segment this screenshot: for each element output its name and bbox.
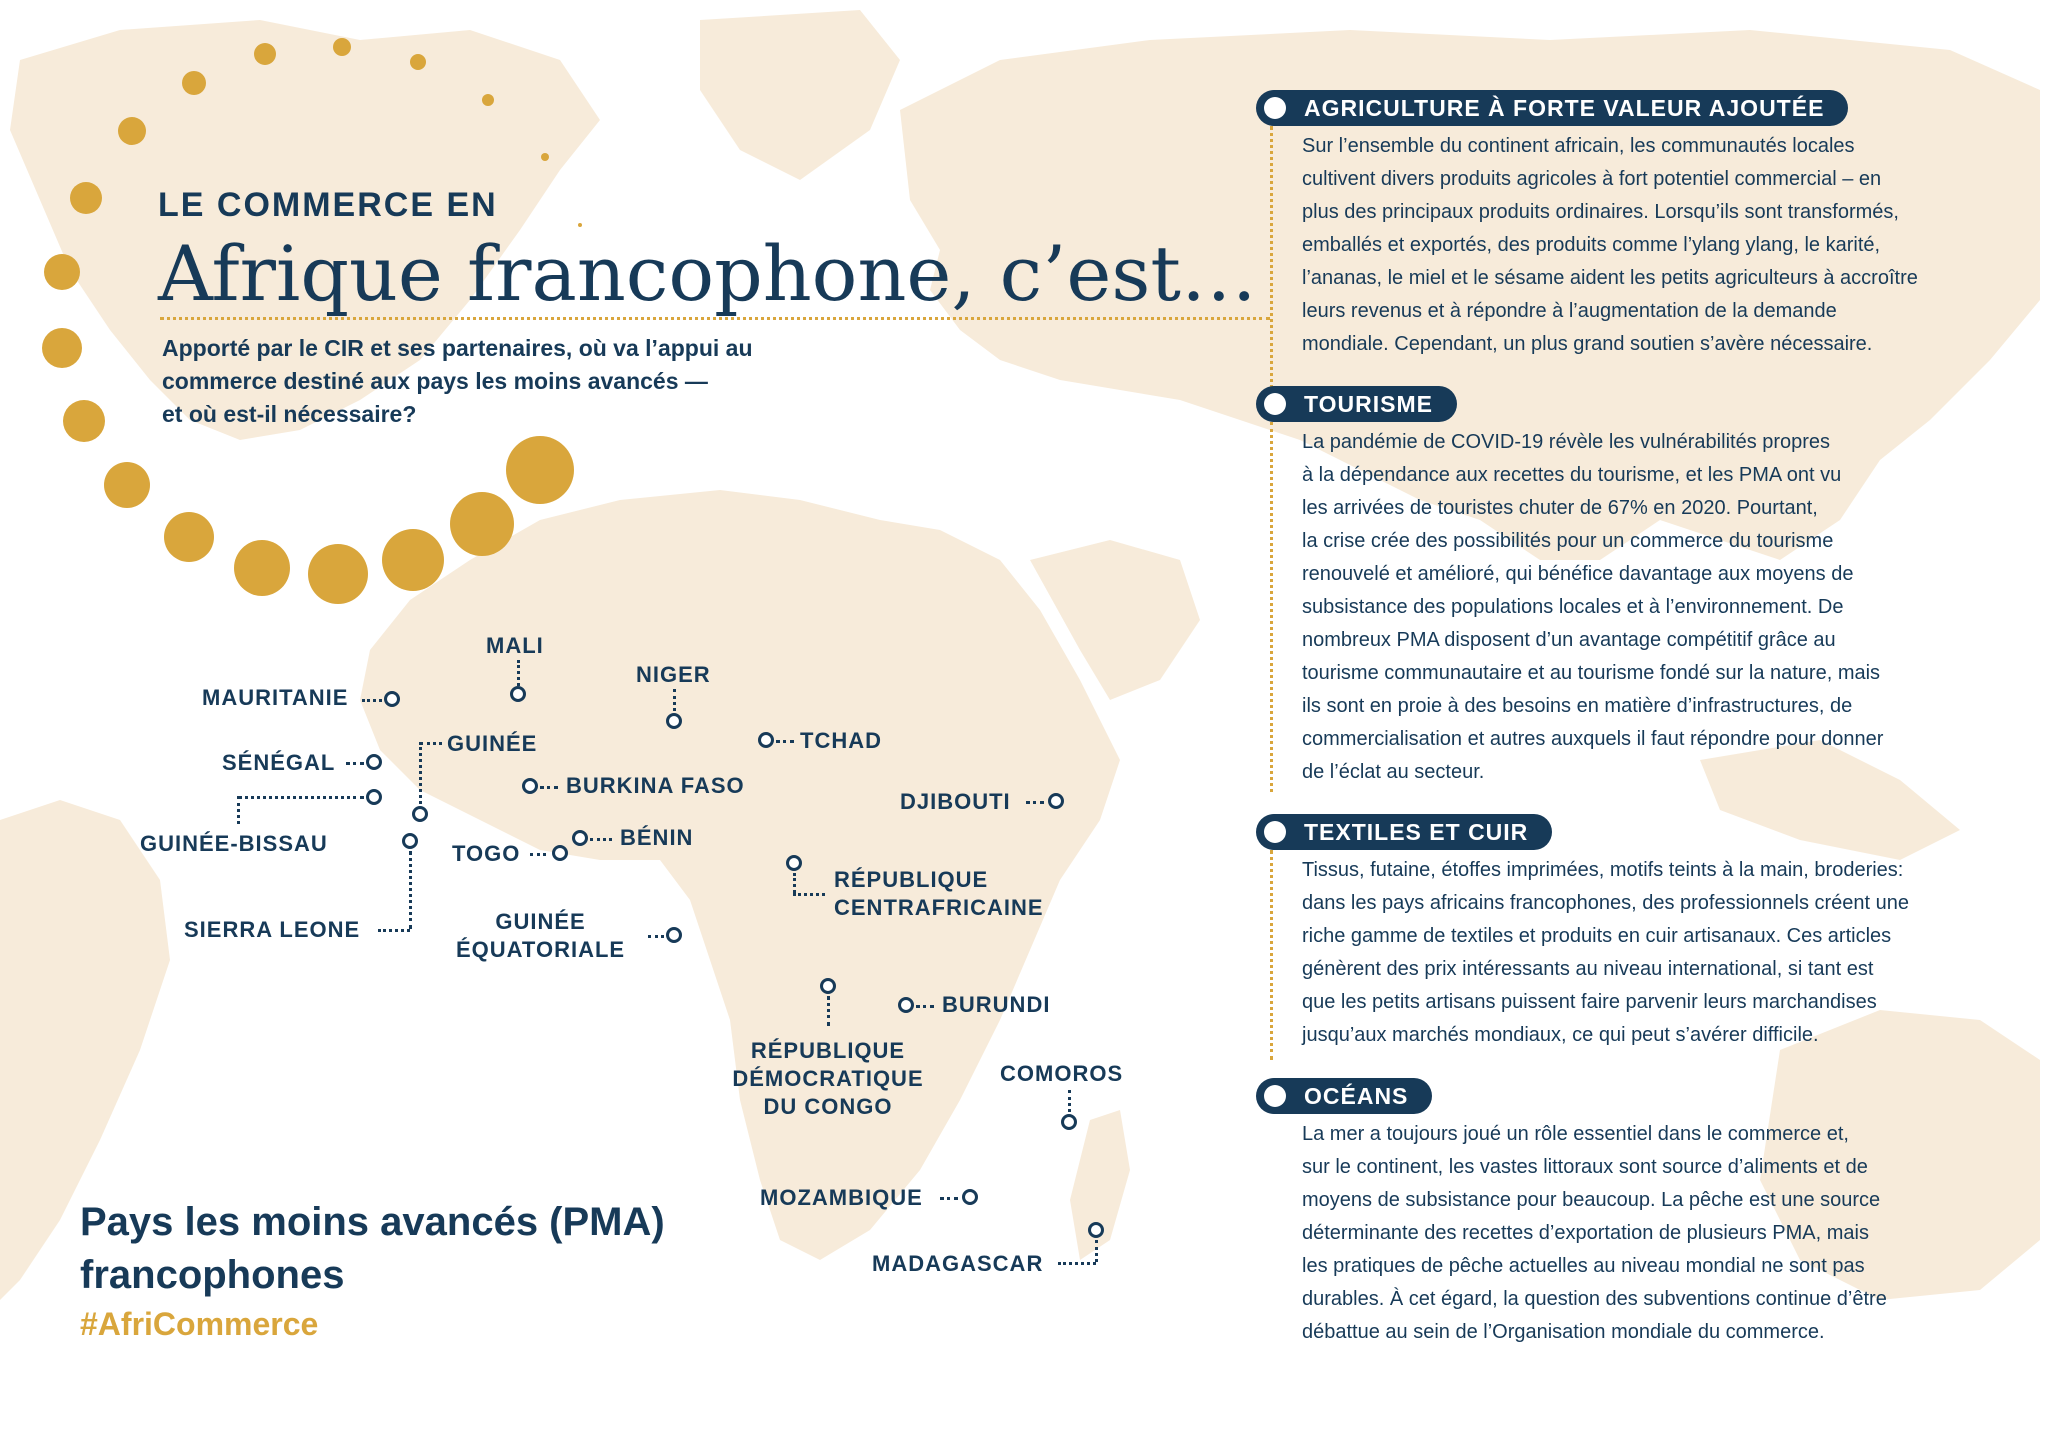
arc-dot (382, 529, 444, 591)
arc-dot (506, 436, 574, 504)
location-marker-sierra-leone (402, 833, 418, 849)
country-label-burkina: BURKINA FASO (566, 773, 745, 798)
connector (1026, 801, 1044, 804)
connector (793, 873, 796, 893)
country-label-madagascar: MADAGASCAR (872, 1251, 1044, 1276)
footer-title: Pays les moins avancés (PMA) francophones (80, 1200, 665, 1297)
arc-dot (308, 544, 368, 604)
location-marker-mozambique (962, 1189, 978, 1205)
connector (776, 740, 794, 743)
country-label-mali: MALI (486, 633, 544, 658)
location-marker-burkina (522, 778, 538, 794)
connector (238, 796, 364, 799)
section-rule (1270, 126, 1273, 396)
country-label-djibouti: DJIBOUTI (900, 789, 1011, 814)
section-heading (1256, 386, 1457, 422)
connector (1068, 1090, 1071, 1112)
country-label-niger: NIGER (636, 662, 711, 687)
section-heading (1256, 90, 1848, 126)
location-marker-comoros (1061, 1114, 1077, 1130)
arc-dot (333, 38, 351, 56)
arc-dot (42, 328, 82, 368)
connector (590, 838, 612, 841)
location-marker-mali (510, 686, 526, 702)
section-rule (1270, 850, 1273, 1060)
location-marker-burundi (898, 997, 914, 1013)
bullet-icon (1264, 1085, 1286, 1107)
connector (1058, 1262, 1096, 1265)
location-marker-rca (786, 855, 802, 871)
section-body: Tissus, futaine, étoffes imprimées, motifs teints à la main, broderies: dans les pays africains francophones, des professionnels créent une riche gamme de textiles et produits en cuir artisanaux. Ces articles génèrent des prix intéressants au niveau international, si tant est que les petits artisans puissent faire parvenir leurs marchandises jusqu’aux marchés mondiaux, ce qui peut s’avérer difficile. (1302, 859, 1910, 1046)
location-marker-guinee-bissau (366, 789, 382, 805)
arc-dot (44, 254, 80, 290)
section-heading-label: TOURISME (1304, 391, 1433, 417)
arc-dot (63, 400, 105, 442)
arc-dot (118, 117, 146, 145)
arc-dot (482, 94, 494, 106)
location-marker-guinee-eq (666, 927, 682, 943)
arc-dot (70, 182, 102, 214)
connector (517, 660, 520, 686)
country-label-benin: BÉNIN (620, 825, 694, 850)
location-marker-tchad (758, 732, 774, 748)
section-body: La mer a toujours joué un rôle essentiel dans le commerce et, sur le continent, les vastes littoraux sont source d’aliments et de moyens de subsistance pour beaucoup. La pêche est une source déterminante des recettes d’exportation de plusieurs PMA, mais les pratiques de pêche actuelles au niveau mondial ne sont pas durables. À cet égard, la question des subventions continue d’être débattue au sein de l’Organisation mondiale du commerce. (1302, 1123, 1887, 1343)
location-marker-senegal (366, 754, 382, 770)
connector (346, 762, 364, 765)
arc-dot (104, 462, 150, 508)
section-heading-label: AGRICULTURE À FORTE VALEUR AJOUTÉE (1304, 95, 1825, 121)
hashtag: #AfriCommerce (80, 1306, 319, 1342)
subtitle: Apporté par le CIR et ses partenaires, où va l’appui au commerce destiné aux pays les moins avancés — et où est-il nécessaire? (162, 335, 753, 427)
connector (419, 742, 422, 804)
country-label-rdc: RÉPUBLIQUE DÉMOCRATIQUE DU CONGO (732, 1038, 924, 1119)
arc-dot (182, 71, 206, 95)
country-label-mozambique: MOZAMBIQUE (760, 1185, 923, 1210)
country-label-tchad: TCHAD (800, 728, 882, 753)
section-heading-label: OCÉANS (1304, 1083, 1409, 1109)
country-label-comoros: COMOROS (1000, 1061, 1124, 1086)
country-label-guinee-eq: GUINÉE ÉQUATORIALE (456, 909, 626, 962)
bullet-icon (1264, 821, 1286, 843)
location-marker-guinee (412, 806, 428, 822)
section-body: La pandémie de COVID-19 révèle les vulnérabilités propres à la dépendance aux recettes du tourisme, et les PMA ont vu les arrivées de touristes chuter de 67% en 2020. Pourtant, la crise crée des possibilités pour un commerce du tourisme renouvelé et amélioré, qui bénéfice davantage aux moyens de subsistance des populations locales et à l’environnement. De nombreux PMA disposent d’un avantage compétitif grâce au tourisme communautaire et au tourisme fondé sur la nature, mais ils sont en proie à des besoins en matière d’infrastructures, de commercialisation et autres auxquels il faut répondre pour donner de l’éclat au secteur. (1302, 431, 1884, 783)
country-label-rca: RÉPUBLIQUE CENTRAFRICAINE (834, 867, 1044, 920)
arc-dot (410, 54, 426, 70)
arc-dot (234, 540, 290, 596)
connector (530, 853, 546, 856)
connector (237, 796, 240, 824)
connector (540, 786, 558, 789)
page-title: Afrique francophone, c’est… (158, 229, 1257, 318)
connector (362, 699, 382, 702)
section-rule (1270, 422, 1273, 792)
country-label-sierra-leone: SIERRA LEONE (184, 917, 361, 942)
title-kicker: LE COMMERCE EN (158, 186, 498, 224)
connector (940, 1197, 958, 1200)
section-heading (1256, 1078, 1432, 1114)
madagascar-land (1070, 1110, 1130, 1260)
connector (673, 689, 676, 711)
connector (916, 1005, 934, 1008)
location-marker-madagascar (1088, 1222, 1104, 1238)
arc-dot (450, 492, 514, 556)
location-marker-rdc (820, 978, 836, 994)
country-label-guinee-bissau: GUINÉE-BISSAU (140, 831, 328, 856)
connector (827, 996, 830, 1026)
arc-dot (164, 512, 214, 562)
greenland-land (700, 10, 900, 180)
location-marker-togo (552, 845, 568, 861)
arc-dot (541, 153, 549, 161)
country-label-burundi: BURUNDI (942, 992, 1051, 1017)
bullet-icon (1264, 393, 1286, 415)
connector (648, 935, 664, 938)
country-label-guinee: GUINÉE (447, 731, 538, 756)
location-marker-mauritanie (384, 691, 400, 707)
title-divider (160, 317, 1270, 320)
connector (793, 893, 825, 896)
location-marker-djibouti (1048, 793, 1064, 809)
connector (378, 929, 410, 932)
country-label-mauritanie: MAURITANIE (202, 685, 349, 710)
connector (420, 742, 442, 745)
bullet-icon (1264, 97, 1286, 119)
section-heading-label: TEXTILES ET CUIR (1304, 819, 1529, 845)
location-marker-benin (572, 830, 588, 846)
country-label-senegal: SÉNÉGAL (222, 750, 336, 775)
section-heading (1256, 814, 1552, 850)
connector (1095, 1240, 1098, 1262)
country-label-togo: TOGO (452, 841, 521, 866)
connector (409, 851, 412, 929)
section-body: Sur l’ensemble du continent africain, les communautés locales cultivent divers produits agricoles à fort potentiel commercial – en plus des principaux produits ordinaires. Lorsqu’ils sont transformés, emballés et exportés, des produits comme l’ylang ylang, le karité, l’ananas, le miel et le sésame aident les petits agriculteurs à accroître leurs revenus et à répondre à l’augmentation de la demande mondiale. Cependant, un plus grand soutien s’avère nécessaire. (1302, 135, 1918, 355)
arc-dot (254, 43, 276, 65)
title-block (158, 186, 1257, 318)
location-marker-niger (666, 713, 682, 729)
